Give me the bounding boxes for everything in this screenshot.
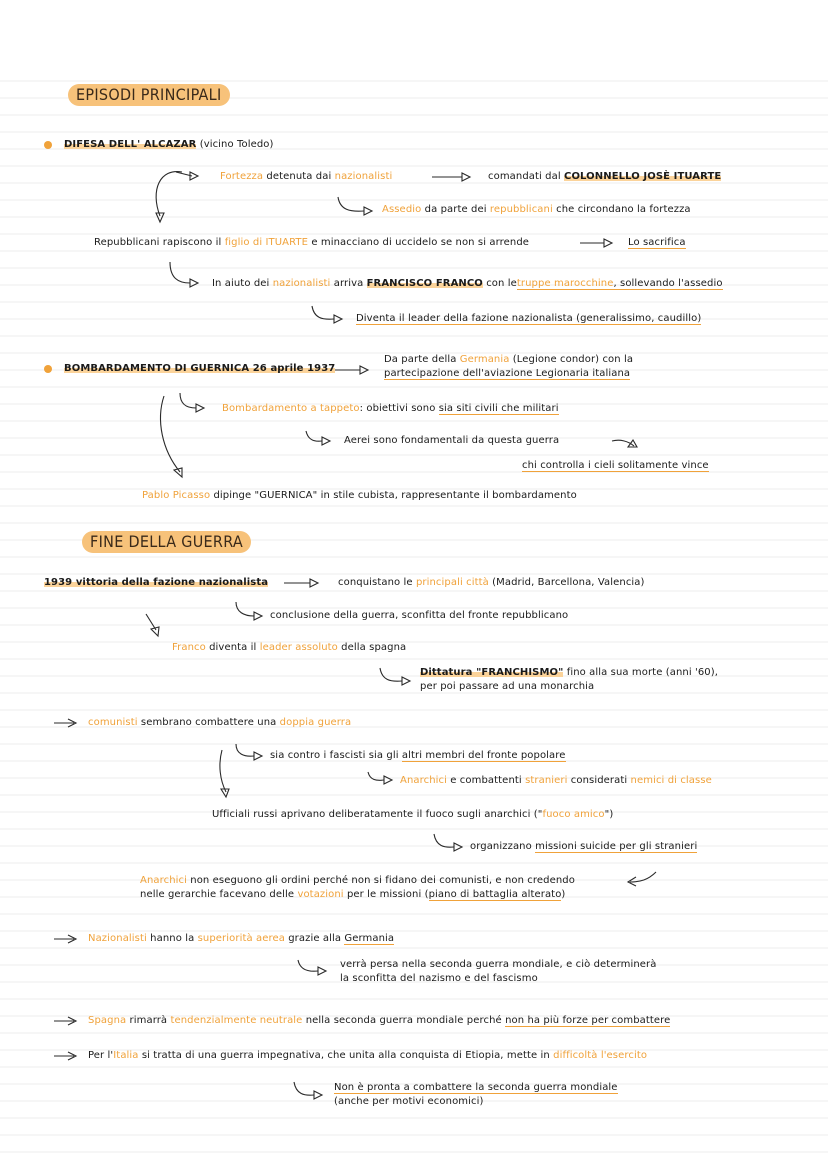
arrow-head — [156, 213, 164, 222]
anarchici-line — [400, 774, 712, 788]
text-sembrano: sembrano combattere una — [140, 717, 277, 728]
text-leader: Diventa il leader della fazione nazionalista (generalissimo, caudillo) — [356, 313, 702, 324]
arrow-hook — [236, 602, 254, 616]
text-siacontro: sia contro i fascisti sia gli — [270, 750, 399, 761]
text-chiusura: ") — [604, 809, 614, 820]
arrow-head — [174, 468, 182, 477]
text-spagna: della spagna — [341, 642, 407, 653]
term-difficolta: difficoltà — [553, 1050, 598, 1061]
term-nazionalisti: nazionalisti — [334, 171, 393, 182]
siacontro-line — [270, 749, 566, 763]
arrow-head — [190, 279, 198, 287]
term-stranieri: stranieri — [525, 775, 568, 786]
text-aiuto: In aiuto dei — [212, 278, 270, 289]
sacrifica-line — [628, 236, 686, 250]
text-gerarchie: nelle gerarchie facevano delle — [140, 889, 295, 900]
arrow-branch-curve — [156, 172, 182, 216]
arrow-hook — [312, 306, 334, 319]
arrow-head — [196, 404, 204, 412]
text-verra2: la sconfitta del nazismo e del fascismo — [340, 973, 538, 984]
arrow-hook — [236, 744, 254, 756]
conclusione-line — [270, 609, 568, 623]
text-nella: nella seconda guerra mondiale perché — [305, 1015, 502, 1026]
dittatura-line — [420, 666, 718, 680]
term-fortezza: Fortezza — [220, 171, 264, 182]
nazionalisti-line — [88, 932, 394, 946]
anarchici2-line — [140, 874, 575, 888]
text-daparte: da parte dei — [424, 204, 487, 215]
verra1-line — [340, 958, 656, 972]
text-diventa: diventa il — [209, 642, 257, 653]
arrow-hook — [338, 197, 364, 211]
text-economici: (anche per motivi economici) — [334, 1096, 484, 1107]
arrow-head — [334, 315, 342, 323]
text-grazie: grazie alla — [288, 933, 342, 944]
spagna-line — [88, 1014, 670, 1028]
arrow-head — [314, 1091, 322, 1099]
term-nemici: nemici di classe — [630, 775, 712, 786]
text-cittalist: (Madrid, Barcellona, Valencia) — [492, 577, 645, 588]
vittoria-line — [44, 576, 268, 590]
text-verra1: verrà persa nella seconda guerra mondiale, e ciò determinerà — [340, 959, 657, 970]
arrow-head — [462, 173, 470, 181]
term-dittatura: Dittatura "FRANCHISMO" — [420, 667, 564, 678]
bullet-dot — [44, 365, 52, 373]
rapiscono-line — [94, 236, 529, 250]
arrow-branch — [220, 750, 226, 792]
text-daparte-g: Da parte della — [384, 354, 457, 365]
arrow-head — [402, 677, 410, 685]
arrow-hook — [434, 834, 454, 847]
monarchia-line — [420, 680, 594, 694]
arrow-head — [254, 612, 262, 620]
text-piano: piano di battaglia alterato — [428, 889, 562, 900]
text-cieli: chi controlla i cieli solitamente vince — [522, 460, 709, 471]
text-arriva: arriva — [333, 278, 364, 289]
text-detenuta: detenuta dai — [266, 171, 332, 182]
term-figlio: figlio di ITUARTE — [224, 237, 309, 248]
text-ufficiali: Ufficiali russi aprivano deliberatamente il fuoco sugli anarchici (" — [212, 809, 543, 820]
guernica-title-line — [64, 362, 335, 376]
arrow-head — [254, 752, 262, 760]
text-aerei: Aerei sono fondamentali da questa guerra — [344, 435, 560, 446]
arrow-hook — [380, 668, 402, 681]
comunisti-line — [88, 716, 351, 730]
arrow-head — [364, 207, 372, 215]
term-neutrale: tendenzialmente neutrale — [170, 1015, 303, 1026]
alcazar-title-line — [64, 138, 274, 152]
germania-line — [384, 353, 633, 367]
arrow-head — [318, 967, 326, 975]
term-bombardamento: Bombardamento a tappeto — [222, 403, 360, 414]
ufficiali-line — [212, 808, 613, 822]
term-nazionalisti-2: nazionalisti — [272, 278, 331, 289]
arrow-head — [151, 627, 159, 636]
term-picasso: Pablo Picasso — [142, 490, 211, 501]
text-monarchia: per poi passare ad una monarchia — [420, 681, 595, 692]
arrow-head — [322, 437, 330, 445]
text-conquistano: conquistano le — [338, 577, 413, 588]
aiuto-line — [212, 277, 723, 291]
text-obiettivi: : obiettivi sono — [359, 403, 436, 414]
text-nonpronta: Non è pronta a combattere la seconda guerra mondiale — [334, 1082, 618, 1093]
term-colonnello: COLONNELLO JOSÈ ITUARTE — [564, 171, 722, 182]
term-italia: Italia — [113, 1050, 139, 1061]
term-anarchici-2: Anarchici — [140, 875, 187, 886]
nonpronta-line — [334, 1081, 618, 1095]
arrow-line — [630, 872, 656, 882]
bullet-dot — [44, 141, 52, 149]
arrow-hook — [298, 960, 318, 971]
text-pianochiusura: ) — [561, 889, 566, 900]
heading-episodi-principali: EPISODI PRINCIPALI — [68, 84, 230, 106]
leader-line — [356, 312, 701, 326]
arrow-hook — [368, 772, 384, 780]
term-comunisti: comunisti — [88, 717, 138, 728]
text-partecipazione: partecipazione dell'aviazione Legionaria italiana — [384, 368, 631, 379]
term-spagna: Spagna — [88, 1015, 127, 1026]
text-considerati: considerati — [570, 775, 628, 786]
text-impegnativa: si tratta di una guerra impegnativa, che unita alla conquista di Etiopia, mette in — [141, 1050, 550, 1061]
comandati-line — [488, 170, 721, 184]
heading-fine-guerra: FINE DELLA GUERRA — [82, 531, 251, 553]
term-superiorita: superiorità aerea — [197, 933, 285, 944]
partecipazione-line — [384, 367, 630, 381]
arrow-head — [384, 776, 392, 784]
text-finoalla: fino alla sua morte (anni '60), — [566, 667, 719, 678]
arrow-hook — [306, 431, 322, 441]
text-sollevando: , sollevando l'assedio — [613, 278, 723, 289]
arrow-head — [310, 579, 318, 587]
text-rapiscono: Repubblicani rapiscono il — [94, 237, 222, 248]
text-germania: Germania — [344, 933, 395, 944]
term-franco: FRANCISCO FRANCO — [366, 278, 483, 289]
alcazar-title: DIFESA DELL' ALCAZAR — [64, 139, 197, 150]
term-fuocoamico: fuoco amico — [542, 809, 605, 820]
term-anarchici: Anarchici — [400, 775, 447, 786]
text-conclusione: conclusione della guerra, sconfitta del fronte repubblicano — [270, 610, 569, 621]
term-citta: principali città — [415, 577, 489, 588]
text-rimarra: rimarrà — [129, 1015, 168, 1026]
gerarchie-line — [140, 888, 565, 902]
missioni-line — [470, 840, 697, 854]
italia-line — [88, 1049, 647, 1063]
arrow-hook — [170, 262, 190, 283]
economici-line — [334, 1095, 483, 1109]
text-nonseguono: non eseguono gli ordini perché non si fidano dei comunisti, e non credendo — [190, 875, 575, 886]
arrow-head — [360, 366, 368, 374]
arrow-hook — [180, 393, 196, 408]
text-per: Per l' — [88, 1050, 114, 1061]
text-legione: (Legione condor) con la — [512, 354, 634, 365]
term-esercito: l'esercito — [600, 1050, 648, 1061]
term-assedio: Assedio — [382, 204, 422, 215]
term-repubblicani: repubblicani — [489, 204, 553, 215]
term-votazioni: votazioni — [297, 889, 344, 900]
tappeto-line — [222, 402, 559, 416]
picasso-line — [142, 489, 577, 503]
text-circondano: che circondano la fortezza — [556, 204, 691, 215]
arrow-head — [604, 239, 612, 247]
text-missioni: missioni suicide per gli stranieri — [535, 841, 698, 852]
term-truppe: truppe marocchine — [516, 278, 614, 289]
text-minacciano: e minacciano di uccidelo se non si arrende — [311, 237, 530, 248]
term-leader: leader assoluto — [259, 642, 338, 653]
text-conle: con le — [486, 278, 517, 289]
cieli-line — [522, 459, 709, 473]
text-altri: altri membri del fronte popolare — [401, 750, 566, 761]
term-doppia: doppia guerra — [279, 717, 352, 728]
assedio-line — [382, 203, 691, 217]
text-organizzano: organizzano — [470, 841, 532, 852]
guernica-title: BOMBARDAMENTO DI GUERNICA 26 aprile 1937 — [64, 363, 336, 374]
text-ecombattenti: e combattenti — [450, 775, 522, 786]
term-germania: Germania — [459, 354, 510, 365]
alcazar-place: (vicino Toledo) — [199, 139, 274, 150]
franco-line — [172, 641, 406, 655]
text-hanno: hanno la — [150, 933, 195, 944]
text-sacrifica: Lo sacrifica — [628, 237, 686, 248]
term-franco-2: Franco — [172, 642, 206, 653]
arrow-branch-curve — [161, 396, 180, 472]
text-forze: non ha più forze per combattere — [505, 1015, 671, 1026]
term-nazionalisti-3: Nazionalisti — [88, 933, 147, 944]
verra2-line — [340, 972, 538, 986]
text-dipinge: dipinge "GUERNICA" in stile cubista, rappresentante il bombardamento — [213, 490, 577, 501]
text-permissioni: per le missioni ( — [346, 889, 429, 900]
arrow-head — [628, 440, 637, 447]
conquistano-line — [338, 576, 645, 590]
fortezza-line — [220, 170, 392, 184]
arrow-head — [454, 843, 462, 851]
text-siti: sia siti civili che militari — [438, 403, 559, 414]
arrow-hook — [294, 1082, 314, 1095]
text-vittoria: 1939 vittoria della fazione nazionalista — [44, 577, 269, 588]
text-comandati: comandati dal — [488, 171, 561, 182]
aerei-line — [344, 434, 559, 448]
